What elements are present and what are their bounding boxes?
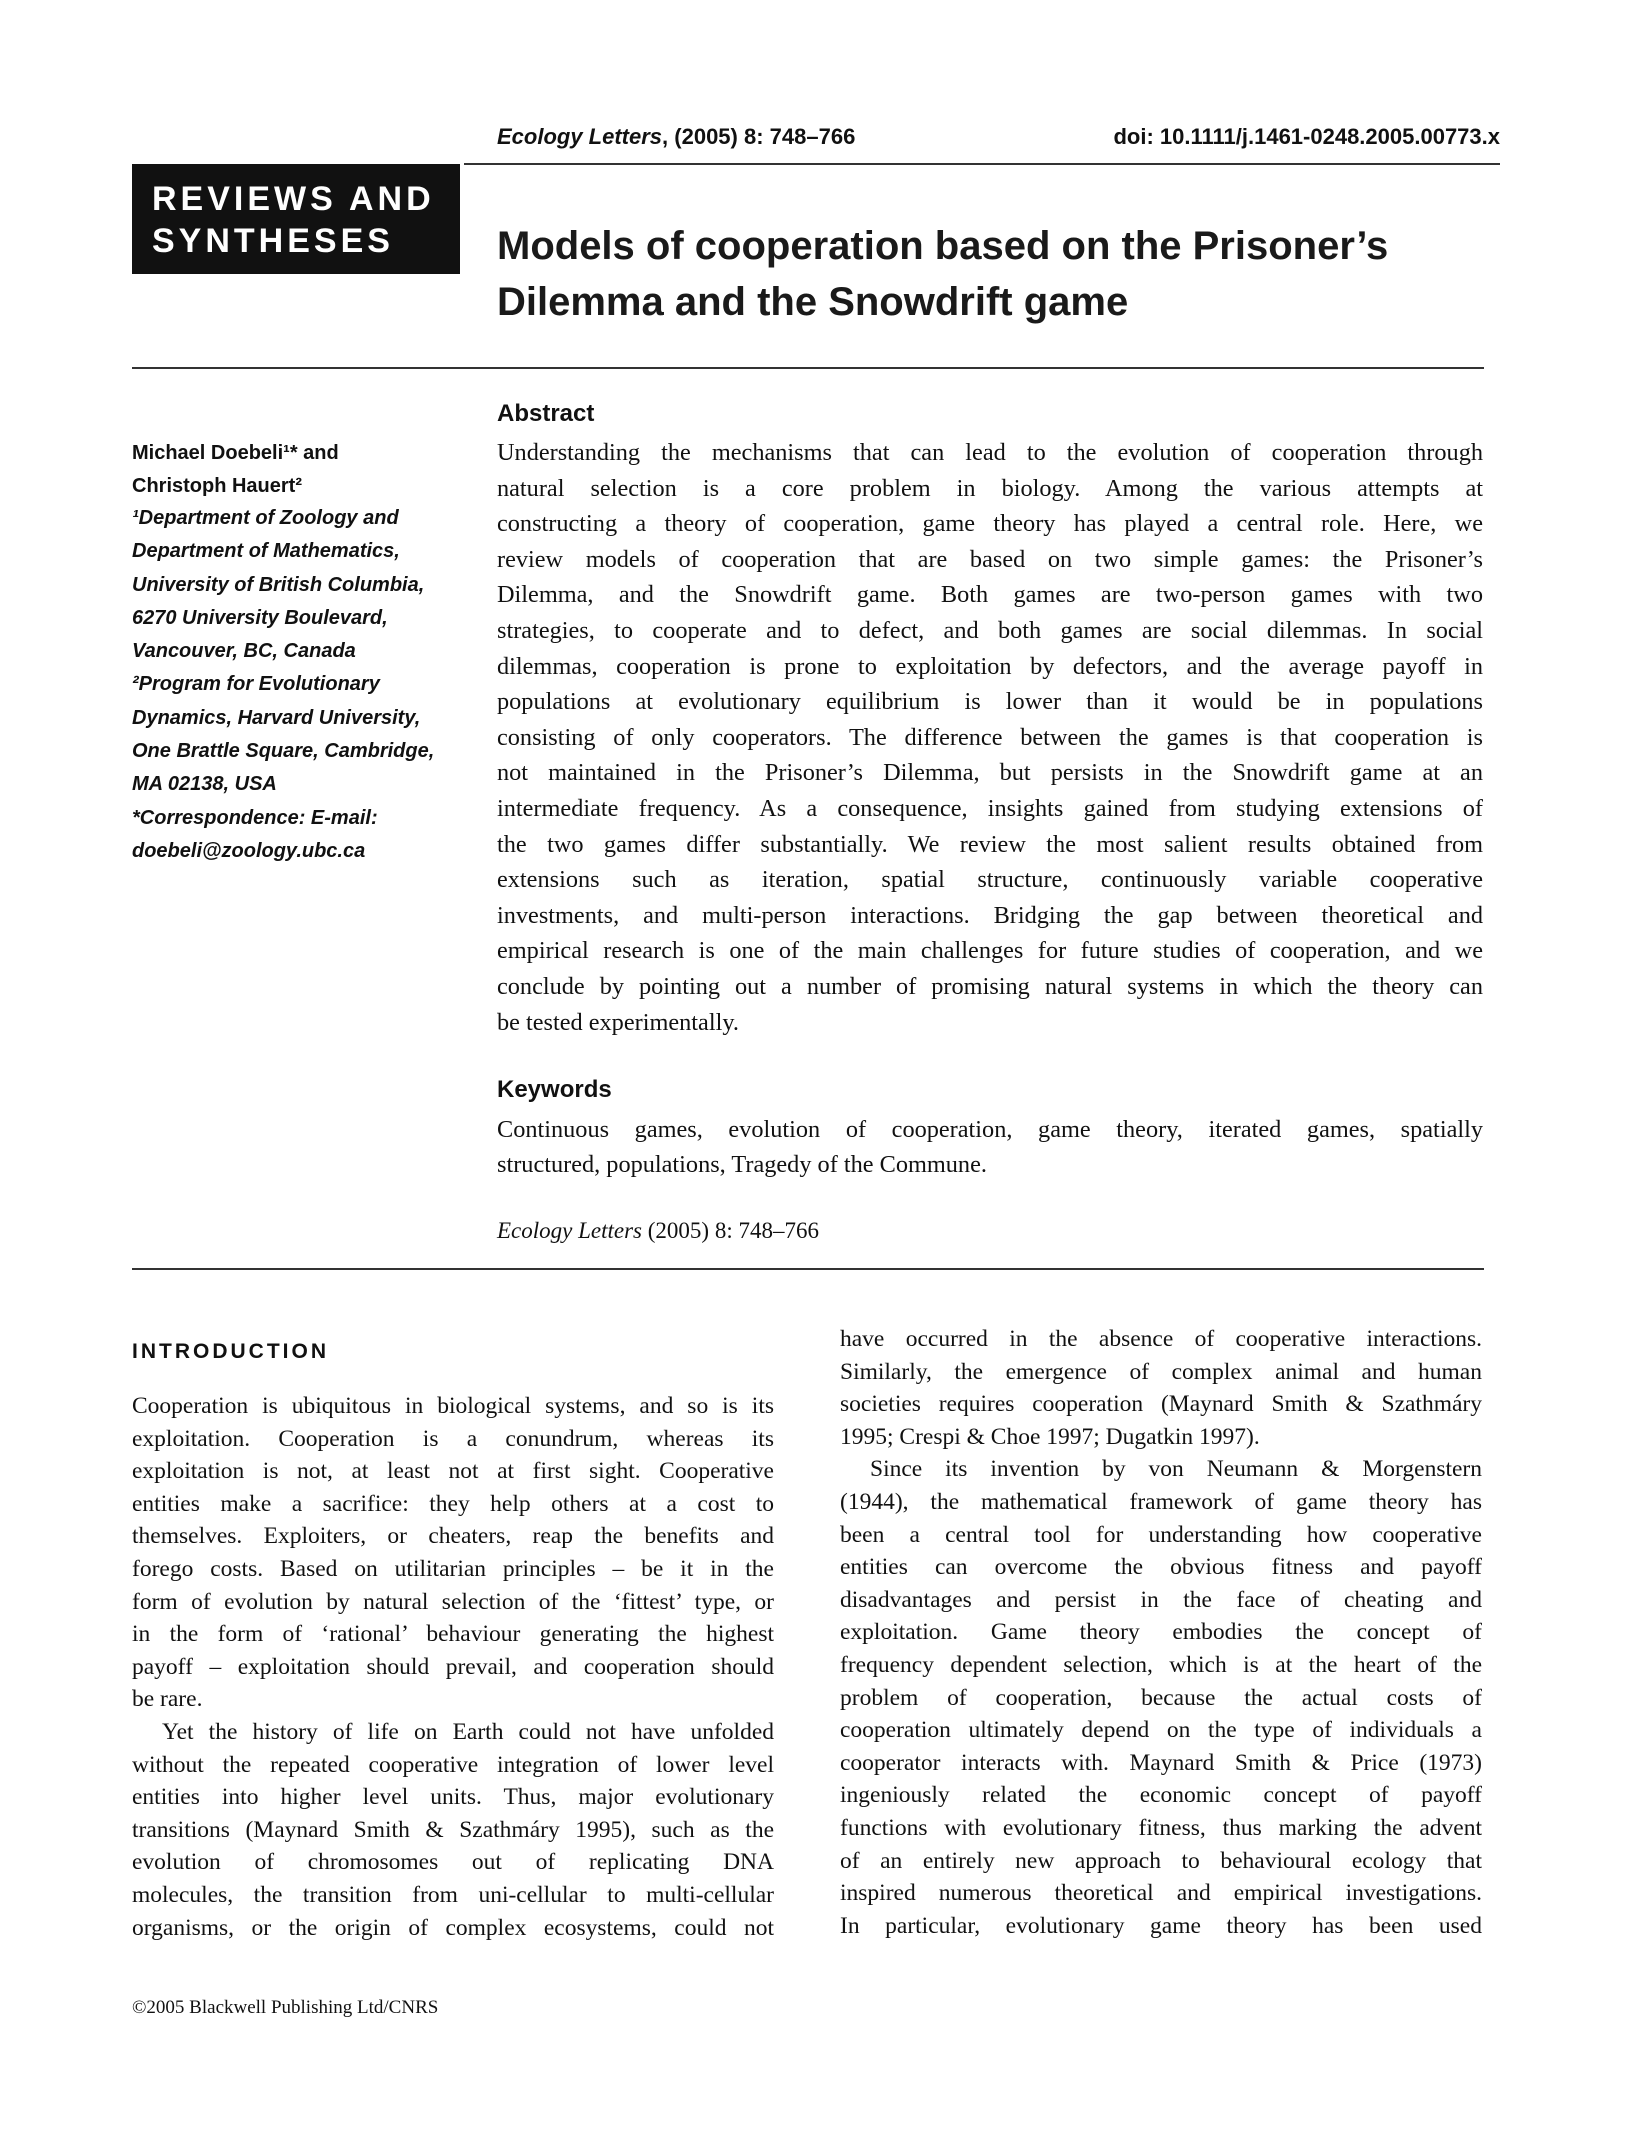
abstract-line: dilemmas, cooperation is prone to exploitation by defectors, and the average payoff in xyxy=(497,652,1483,680)
abstract-line: populations at evolutionary equilibrium is lower than it would be in populations xyxy=(497,688,1483,716)
citation-line xyxy=(497,1218,819,1244)
body-line: forego costs. Based on utilitarian principles – be it in the xyxy=(132,1555,774,1582)
body-line: Cooperation is ubiquitous in biological systems, and so is its xyxy=(132,1393,774,1419)
affiliation-line: One Brattle Square, Cambridge, xyxy=(132,740,435,763)
body-line: of an entirely new approach to behavioural ecology that xyxy=(840,1847,1482,1874)
article-title xyxy=(497,218,1477,330)
body-line: entities into higher level units. Thus, major evolutionary xyxy=(132,1784,774,1811)
title-line: Models of cooperation based on the Prisoner’s xyxy=(497,224,1389,268)
body-line: evolution of chromosomes out of replicating DNA xyxy=(132,1849,774,1876)
body-line: form of evolution by natural selection of the ‘fittest’ type, or xyxy=(132,1588,774,1615)
affiliation-line: ¹Department of Zoology and xyxy=(132,507,399,529)
affiliation-line: *Correspondence: E-mail: xyxy=(132,806,378,829)
body-line: Since its invention by von Neumann & Morgenstern xyxy=(870,1456,1482,1483)
body-line: ingeniously related the economic concept of payoff xyxy=(840,1782,1482,1809)
body-line: exploitation is not, at least not at first sight. Cooperative xyxy=(132,1458,774,1485)
author-line: Christoph Hauert² xyxy=(132,475,302,497)
keywords-heading: Keywords xyxy=(497,1076,612,1103)
body-line: In particular, evolutionary game theory has been used xyxy=(840,1912,1482,1939)
abstract-line: strategies, to cooperate and to defect, and both games are social dilemmas. In social xyxy=(497,616,1483,644)
body-line: have occurred in the absence of cooperative interactions. xyxy=(840,1326,1482,1352)
body-line: (1944), the mathematical framework of game theory has xyxy=(840,1488,1482,1515)
abstract-line: consisting of only cooperators. The difference between the games is that cooperation is xyxy=(497,723,1483,751)
citation-rest: (2005) 8: 748–766 xyxy=(642,1218,819,1243)
journal-name: Ecology Letters xyxy=(497,124,663,149)
abstract-line: intermediate frequency. As a consequence, insights gained from studying extensions of xyxy=(497,794,1483,822)
affiliation-line: Dynamics, Harvard University, xyxy=(132,706,421,729)
author-line: Michael Doebeli¹* and xyxy=(132,442,339,464)
section-label xyxy=(132,164,460,274)
abstract-body xyxy=(497,435,1483,1040)
body-column-left xyxy=(132,1390,774,1944)
body-line: Yet the history of life on Earth could not have unfolded xyxy=(162,1718,774,1745)
section-label-line: SYNTHESES xyxy=(152,222,394,260)
abstract-line: Dilemma, and the Snowdrift game. Both games are two-person games with two xyxy=(497,581,1483,609)
keywords-body xyxy=(497,1112,1483,1182)
body-line: payoff – exploitation should prevail, and cooperation should xyxy=(132,1653,774,1680)
abstract-line: empirical research is one of the main challenges for future studies of cooperation, and we xyxy=(497,937,1483,965)
affiliation-line: Vancouver, BC, Canada xyxy=(132,640,356,663)
header-rule xyxy=(464,163,1500,165)
journal-issue: , (2005) 8: 748–766 xyxy=(662,124,856,149)
body-line: molecules, the transition from uni-cellular to multi-cellular xyxy=(132,1881,774,1908)
copyright-footer: ©2005 Blackwell Publishing Ltd/CNRS xyxy=(132,1997,439,2018)
body-line: transitions (Maynard Smith & Szathmáry 1995), such as the xyxy=(132,1816,774,1843)
body-line: in the form of ‘rational’ behaviour generating the highest xyxy=(132,1621,774,1648)
abstract-line: natural selection is a core problem in biology. Among the various attempts at xyxy=(497,474,1483,502)
abstract-line: constructing a theory of cooperation, game theory has played a central role. Here, we xyxy=(497,510,1483,538)
abstract-heading: Abstract xyxy=(497,400,595,427)
affiliation-line: MA 02138, USA xyxy=(132,773,277,796)
body-line: cooperator interacts with. Maynard Smith & Price (1973) xyxy=(840,1749,1482,1776)
citation-journal: Ecology Letters xyxy=(497,1218,642,1243)
body-line: exploitation. Game theory embodies the concept of xyxy=(840,1619,1482,1646)
keywords-line: structured, populations, Tragedy of the Commune. xyxy=(497,1151,987,1178)
affiliation-line: 6270 University Boulevard, xyxy=(132,606,388,629)
doi: doi: 10.1111/j.1461-0248.2005.00773.x xyxy=(1113,124,1500,149)
body-line: entities can overcome the obvious fitness and payoff xyxy=(840,1554,1482,1581)
abstract-line: review models of cooperation that are based on two simple games: the Prisoner’s xyxy=(497,545,1483,573)
body-line: be rare. xyxy=(132,1686,203,1713)
body-line: functions with evolutionary fitness, thus marking the advent xyxy=(840,1814,1482,1841)
body-line: frequency dependent selection, which is at the heart of the xyxy=(840,1651,1482,1678)
affiliation-line: ²Program for Evolutionary xyxy=(132,673,380,696)
body-line: 1995; Crespi & Choe 1997; Dugatkin 1997). xyxy=(840,1423,1260,1450)
body-line: cooperation ultimately depend on the type of individuals a xyxy=(840,1717,1482,1744)
body-line: societies requires cooperation (Maynard Smith & Szathmáry xyxy=(840,1391,1482,1418)
title-rule xyxy=(132,367,1484,369)
abstract-line: investments, and multi-person interactions. Bridging the gap between theoretical and xyxy=(497,901,1483,929)
body-line: exploitation. Cooperation is a conundrum, whereas its xyxy=(132,1425,774,1452)
running-header-journal xyxy=(497,124,855,150)
body-line: without the repeated cooperative integration of lower level xyxy=(132,1751,774,1778)
affiliations xyxy=(132,502,482,868)
abstract-line: not maintained in the Prisoner’s Dilemma, but persists in the Snowdrift game at an xyxy=(497,759,1483,787)
abstract-line: Understanding the mechanisms that can lead to the evolution of cooperation through xyxy=(497,439,1483,466)
body-line: entities make a sacrifice: they help others at a cost to xyxy=(132,1490,774,1517)
body-line: inspired numerous theoretical and empirical investigations. xyxy=(840,1880,1482,1907)
abstract-line: conclude by pointing out a number of promising natural systems in which the theory can xyxy=(497,972,1483,1000)
section-label-line: REVIEWS AND xyxy=(152,180,435,218)
title-line: Dilemma and the Snowdrift game xyxy=(497,280,1129,324)
affiliation-line: University of British Columbia, xyxy=(132,573,425,596)
body-column-right xyxy=(840,1323,1482,1942)
body-line: themselves. Exploiters, or cheaters, reap the benefits and xyxy=(132,1523,774,1550)
abstract-rule xyxy=(132,1268,1484,1270)
body-line: disadvantages and persist in the face of cheating and xyxy=(840,1586,1482,1613)
abstract-line: the two games differ substantially. We review the most salient results obtained from xyxy=(497,830,1483,858)
affiliation-line: Department of Mathematics, xyxy=(132,540,400,563)
keywords-line: Continuous games, evolution of cooperation, game theory, iterated games, spatially xyxy=(497,1116,1483,1143)
abstract-line: be tested experimentally. xyxy=(497,1008,739,1036)
body-line: Similarly, the emergence of complex animal and human xyxy=(840,1358,1482,1385)
body-line: organisms, or the origin of complex ecosystems, could not xyxy=(132,1914,774,1941)
body-line: problem of cooperation, because the actual costs of xyxy=(840,1684,1482,1711)
body-line: been a central tool for understanding how cooperative xyxy=(840,1521,1482,1548)
correspondence-email[interactable]: doebeli@zoology.ubc.ca xyxy=(132,839,366,862)
author-list xyxy=(132,437,472,503)
abstract-line: extensions such as iteration, spatial structure, continuously variable cooperative xyxy=(497,866,1483,894)
introduction-heading: INTRODUCTION xyxy=(132,1340,329,1363)
